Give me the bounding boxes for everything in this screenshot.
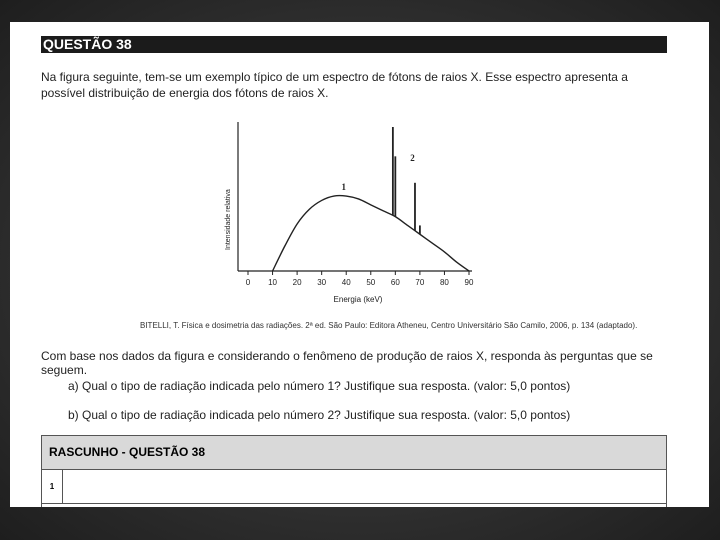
- draft-writing-line[interactable]: [63, 470, 666, 503]
- annotation-label: 1: [341, 182, 347, 193]
- annotation-labels: [342, 153, 416, 192]
- x-tick-label: 30: [317, 278, 327, 287]
- draft-title: RASCUNHO - QUESTÃO 38: [42, 436, 666, 470]
- question-intro: Na figura seguinte, tem-se um exemplo típico de um espectro de fótons de raios X. Esse espectro apresenta a possível distribuição de energia dos fótons de raios X.: [41, 70, 628, 100]
- draft-row[interactable]: [42, 470, 666, 504]
- x-tick-label: 20: [292, 278, 302, 287]
- question-prompt: Com base nos dados da figura e considerando o fenômeno de produção de raios X, responda às perguntas que se seguem.: [41, 349, 653, 377]
- draft-row-number: 1: [42, 470, 63, 503]
- exam-page: [10, 22, 709, 507]
- question-item-a: a) Qual o tipo de radiação indicada pelo número 1? Justifique sua resposta. (valor: 5,0 pontos): [68, 379, 571, 393]
- xray-spectrum-figure: [215, 110, 485, 310]
- x-tick-label: 70: [415, 278, 425, 287]
- x-tick-label: 0: [245, 278, 251, 287]
- x-ticks: [246, 271, 474, 287]
- x-tick-label: 80: [439, 278, 449, 287]
- figure-caption: BITELLI, T. Física e dosimetria das radiações. 2ª ed. São Paulo: Editora Atheneu, Centro Universitário São Camilo, 2006, p. 134 (adaptado).: [140, 321, 638, 330]
- x-tick-label: 40: [341, 278, 351, 287]
- y-axis-label: Intensidade relativa: [225, 189, 232, 250]
- spectrum-chart: [215, 110, 485, 310]
- draft-area: [41, 435, 667, 507]
- annotation-label: 2: [410, 152, 415, 163]
- question-title: QUESTÃO 38: [41, 36, 667, 53]
- question-item-b: b) Qual o tipo de radiação indicada pelo número 2? Justifique sua resposta. (valor: 5,0 pontos): [68, 408, 571, 422]
- x-tick-label: 60: [390, 278, 400, 287]
- x-tick-label: 90: [464, 278, 474, 287]
- x-axis-label: Energia (keV): [333, 295, 383, 304]
- x-tick-label: 50: [366, 278, 376, 287]
- bremsstrahlung-curve: [273, 196, 469, 271]
- x-tick-label: 10: [268, 278, 278, 287]
